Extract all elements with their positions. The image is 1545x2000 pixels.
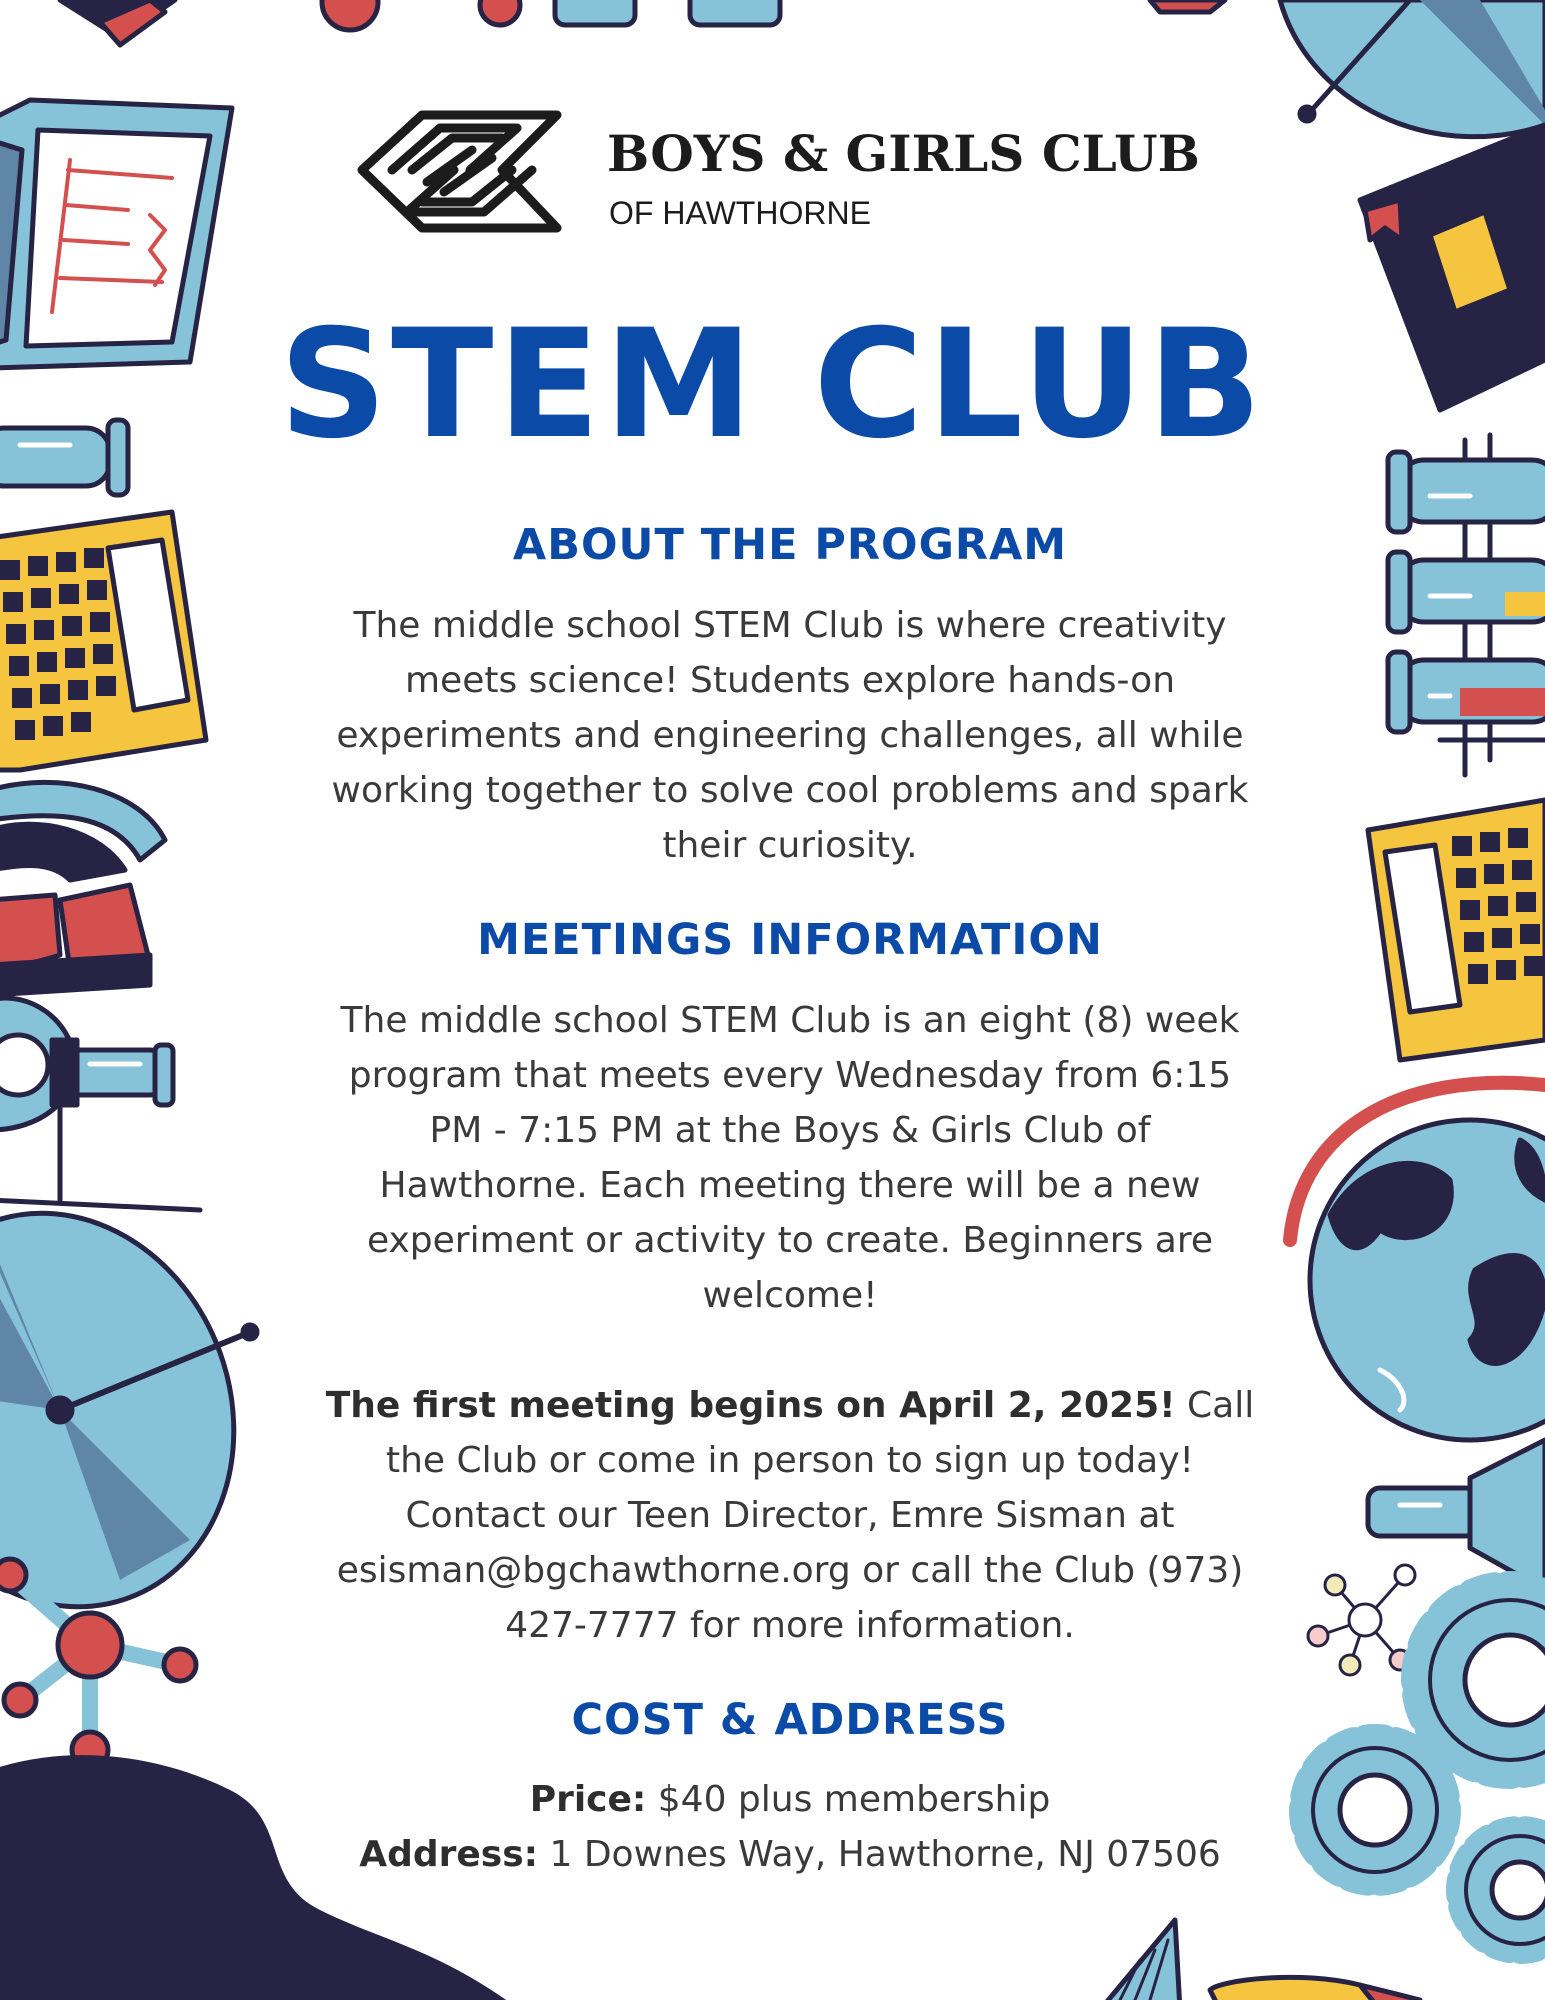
meetings-line: experiment or activity to create. Beginners are [366,1220,1214,1261]
signup-paragraph [200,1378,1380,1653]
about-line: working together to solve cool problems and spark [331,770,1249,811]
contact-email-line[interactable]: esisman@bgchawthorne.org or call the Club (973) [336,1550,1244,1591]
about-line: meets science! Students explore hands-on [404,660,1176,701]
address-label: Address: [359,1834,539,1875]
meetings-line: PM - 7:15 PM at the Boys & Girls Club of [429,1110,1151,1151]
address-value: 1 Downes Way, Hawthorne, NJ 07506 [538,1834,1221,1875]
meetings-paragraph [200,993,1380,1323]
about-line: their curiosity. [662,825,918,866]
meetings-heading: MEETINGS INFORMATION [477,915,1103,965]
cost-paragraph [200,1772,1380,1882]
org-location: OF HAWTHORNE [609,195,871,231]
contact-line: 427-7777 for more information. [505,1605,1075,1646]
price-line [200,1772,1380,1827]
price-label: Price: [529,1779,647,1820]
club-logo [352,110,1212,240]
about-line: experiments and engineering challenges, all while [336,715,1244,756]
first-meeting-rest: Call [1175,1385,1255,1426]
meetings-line: welcome! [702,1275,878,1316]
first-meeting-date: The first meeting begins on April 2, 2025! [325,1385,1176,1426]
meetings-line: The middle school STEM Club is an eight (8) week [340,1000,1240,1041]
handshake-logo-icon [352,110,572,240]
meetings-line: program that meets every Wednesday from 6:15 [348,1055,1232,1096]
address-line [200,1827,1380,1882]
price-value: $40 plus membership [646,1779,1051,1820]
org-name: BOYS & GIRLS CLUB [607,124,1200,183]
about-heading: ABOUT THE PROGRAM [512,520,1068,570]
meetings-line: Hawthorne. Each meeting there will be a new [379,1165,1201,1206]
contact-line: Contact our Teen Director, Emre Sisman at [405,1495,1175,1536]
page-title: STEM CLUB [279,298,1266,472]
cost-heading: COST & ADDRESS [571,1695,1009,1745]
first-meeting-line [200,1378,1380,1433]
contact-line: the Club or come in person to sign up today! [386,1440,1194,1481]
about-line: The middle school STEM Club is where creativity [353,605,1227,646]
about-paragraph [200,598,1380,873]
